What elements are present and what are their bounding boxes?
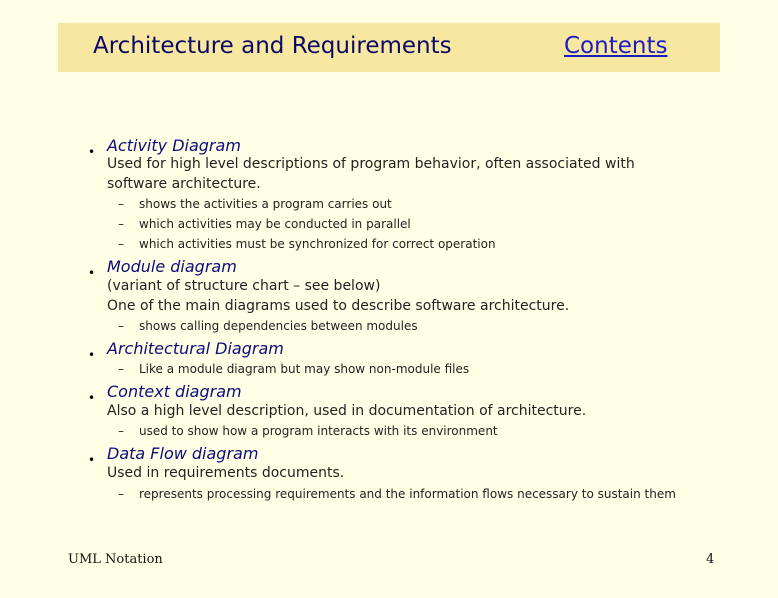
sub-item-text: Like a module diagram but may show non-module files bbox=[139, 362, 470, 376]
item-description-module-line-1: (variant of structure chart – see below) bbox=[107, 278, 381, 294]
dash-icon: – bbox=[118, 362, 124, 376]
footer-label: UML Notation bbox=[68, 552, 163, 567]
bullet-icon: • bbox=[88, 145, 96, 159]
dash-icon: – bbox=[118, 217, 124, 231]
sub-item-text: used to show how a program interacts with its environment bbox=[139, 424, 498, 438]
item-heading-context: Context diagram bbox=[107, 382, 242, 401]
bullet-icon: • bbox=[88, 391, 96, 405]
item-description-context: Also a high level description, used in documentation of architecture. bbox=[107, 403, 587, 419]
sub-item bbox=[118, 319, 418, 333]
dash-icon: – bbox=[118, 197, 124, 211]
dash-icon: – bbox=[118, 319, 124, 333]
sub-item-text: which activities may be conducted in parallel bbox=[139, 217, 411, 231]
item-heading-data-flow: Data Flow diagram bbox=[107, 444, 259, 463]
dash-icon: – bbox=[118, 487, 124, 501]
sub-item bbox=[118, 197, 392, 211]
sub-item bbox=[118, 487, 676, 501]
page-title: Architecture and Requirements bbox=[93, 33, 452, 59]
sub-item-text: which activities must be synchronized for correct operation bbox=[139, 237, 496, 251]
sub-item bbox=[118, 217, 411, 231]
item-description-module-line-2: One of the main diagrams used to describe software architecture. bbox=[107, 298, 570, 314]
contents-link[interactable]: Contents bbox=[564, 33, 668, 59]
sub-item-text: represents processing requirements and the information flows necessary to sustain them bbox=[139, 487, 676, 501]
bullet-icon: • bbox=[88, 453, 96, 467]
sub-item-text: shows calling dependencies between modules bbox=[139, 319, 418, 333]
dash-icon: – bbox=[118, 237, 124, 251]
sub-item bbox=[118, 362, 469, 376]
bullet-icon: • bbox=[88, 348, 96, 362]
item-heading-architectural: Architectural Diagram bbox=[107, 339, 284, 358]
dash-icon: – bbox=[118, 424, 124, 438]
item-heading-module: Module diagram bbox=[107, 257, 237, 276]
bullet-icon: • bbox=[88, 266, 96, 280]
sub-item-text: shows the activities a program carries out bbox=[139, 197, 392, 211]
item-heading-activity: Activity Diagram bbox=[107, 136, 241, 155]
sub-item bbox=[118, 237, 496, 251]
sub-item bbox=[118, 424, 498, 438]
item-description-data-flow: Used in requirements documents. bbox=[107, 465, 345, 481]
title-bar bbox=[58, 23, 720, 72]
item-description-activity: Used for high level descriptions of program behavior, often associated with software architecture. bbox=[107, 156, 635, 192]
page-number: 4 bbox=[706, 552, 715, 567]
